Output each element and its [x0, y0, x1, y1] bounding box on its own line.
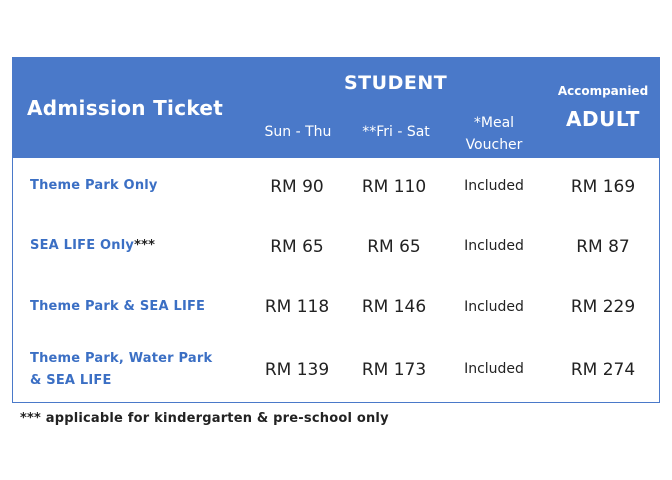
row-name [30, 348, 212, 392]
cell-adult: RM 274 [570, 360, 636, 380]
row-name-text: SEA LIFE Only [30, 238, 135, 253]
table-header [13, 58, 659, 158]
cell-sun-thu: RM 90 [270, 177, 324, 197]
cell-meal: Included [464, 238, 524, 254]
cell-fri-sat: RM 146 [361, 297, 427, 317]
cell-adult: RM 229 [570, 297, 636, 317]
header-meal-voucher [454, 112, 534, 156]
row-name [30, 175, 158, 197]
cell-fri-sat: RM 65 [367, 237, 421, 257]
row-name-line1: Theme Park, Water Park [30, 351, 213, 366]
header-fri-sat: **Fri - Sat [362, 124, 430, 140]
cell-adult: RM 169 [570, 177, 636, 197]
row-name [30, 296, 205, 318]
header-meal-line1: *Meal [473, 115, 515, 131]
header-accompanied: Accompanied [557, 84, 649, 98]
cell-sun-thu: RM 139 [264, 360, 330, 380]
cell-meal: Included [464, 361, 524, 377]
cell-sun-thu: RM 118 [264, 297, 330, 317]
header-student: STUDENT [344, 72, 448, 94]
header-meal-line2: Voucher [465, 137, 523, 153]
row-name-text: Theme Park Only [30, 178, 158, 193]
cell-sun-thu: RM 65 [270, 237, 324, 257]
header-title: Admission Ticket [27, 96, 224, 120]
row-name-text: Theme Park & SEA LIFE [30, 299, 206, 314]
footnote: *** applicable for kindergarten & pre-school only [20, 411, 389, 426]
row-name-stars: *** [134, 238, 156, 253]
row-name-line2: & SEA LIFE [30, 373, 112, 388]
row-name [30, 235, 155, 257]
header-sun-thu: Sun - Thu [264, 124, 332, 140]
cell-meal: Included [464, 178, 524, 194]
cell-fri-sat: RM 110 [361, 177, 427, 197]
cell-fri-sat: RM 173 [361, 360, 427, 380]
cell-meal: Included [464, 299, 524, 315]
admission-ticket-table [12, 57, 660, 403]
cell-adult: RM 87 [576, 237, 630, 257]
header-adult: ADULT [566, 107, 640, 131]
